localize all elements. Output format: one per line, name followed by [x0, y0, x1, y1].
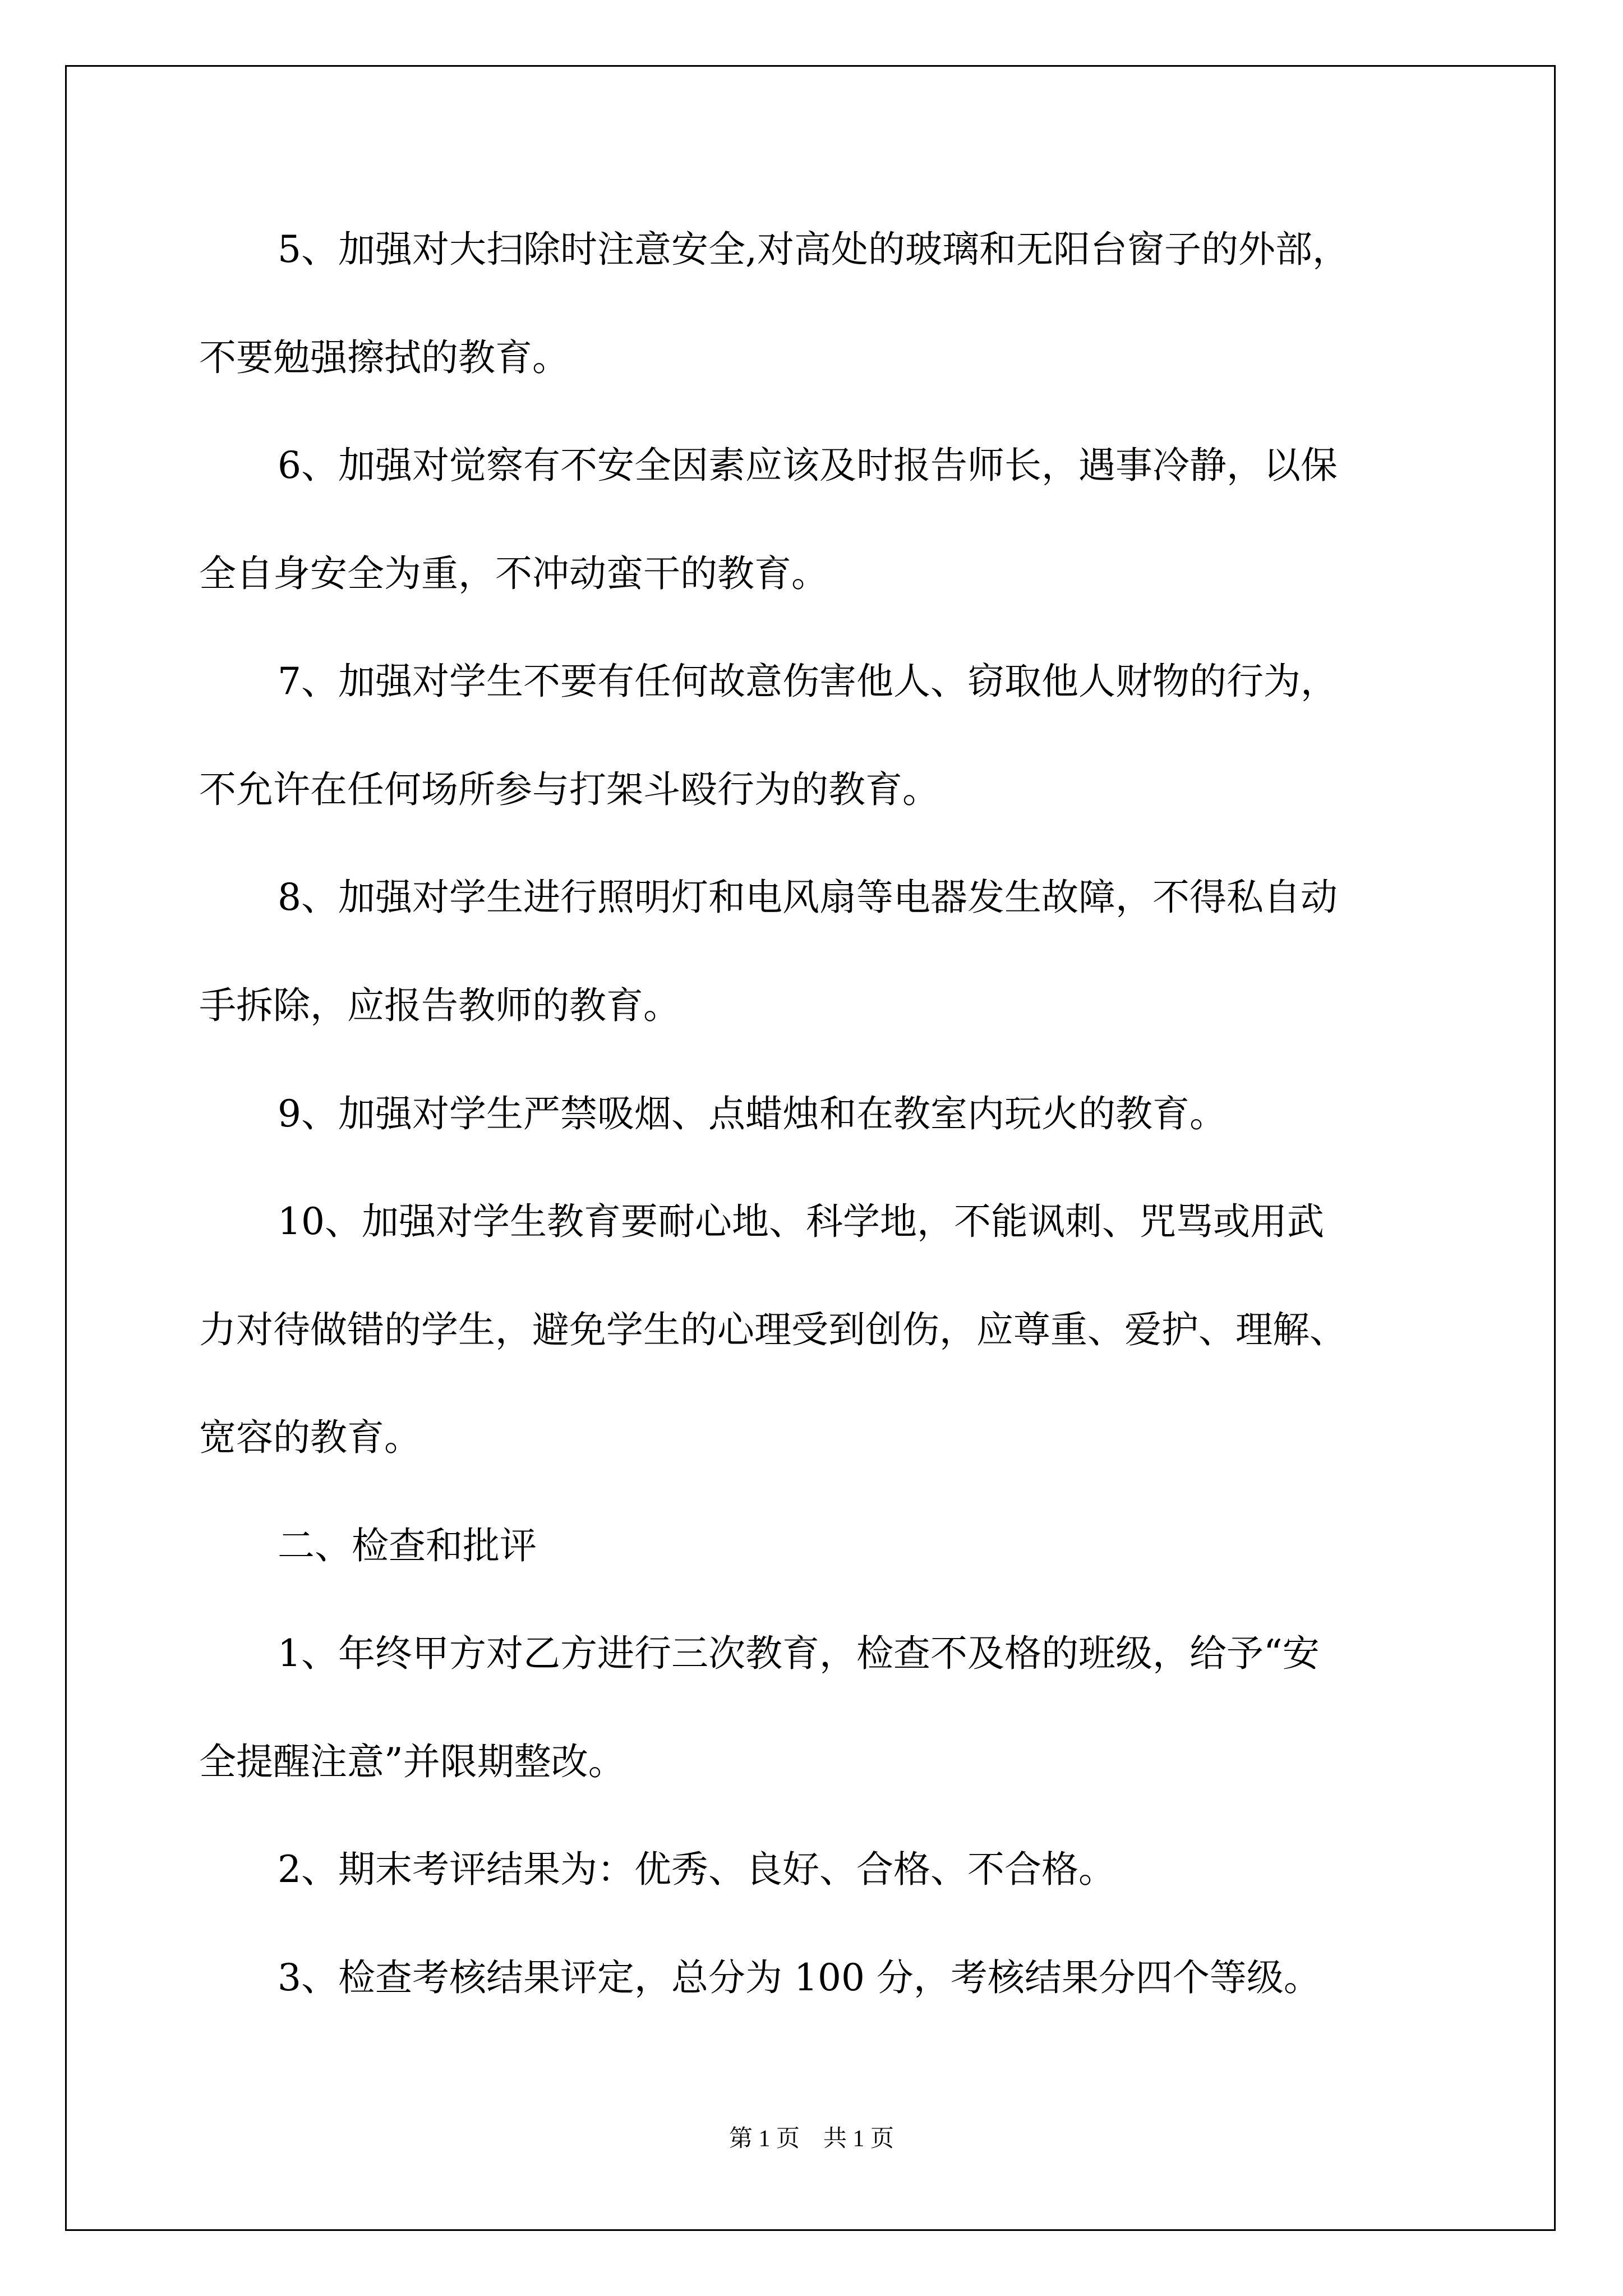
page-border — [65, 65, 1556, 2231]
text-line: 2、期末考评结果为：优秀、良好、合格、不合格。 — [278, 1848, 1115, 1891]
text-line: 不允许在任何场所参与打架斗殴行为的教育。 — [199, 768, 939, 811]
text-line: 宽容的教育。 — [199, 1416, 421, 1459]
text-line: 手拆除，应报告教师的教育。 — [199, 984, 680, 1027]
text-line: 5、加强对大扫除时注意安全,对高处的玻璃和无阳台窗子的外部， — [278, 228, 1349, 271]
text-line: 8、加强对学生进行照明灯和电风扇等电器发生故障，不得私自动 — [278, 876, 1338, 919]
text-line: 7、加强对学生不要有任何故意伤害他人、窃取他人财物的行为， — [278, 660, 1338, 703]
text-line: 10、加强对学生教育要耐心地、科学地，不能讽刺、咒骂或用武 — [278, 1200, 1324, 1243]
text-line: 全提醒注意”并限期整改。 — [199, 1740, 625, 1783]
page-number: 第 1 页 共 1 页 — [728, 2126, 894, 2152]
text-line: 3、检查考核结果评定，总分为 100 分，考核结果分四个等级。 — [278, 1956, 1321, 1999]
text-line: 全自身安全为重，不冲动蛮干的教育。 — [199, 552, 828, 595]
text-line: 6、加强对觉察有不安全因素应该及时报告师长，遇事冷静，以保 — [278, 444, 1338, 487]
section-heading: 二、检查和批评 — [278, 1524, 537, 1567]
text-line: 不要勉强擦拭的教育。 — [199, 336, 569, 379]
text-line: 9、加强对学生严禁吸烟、点蜡烛和在教室内玩火的教育。 — [278, 1092, 1227, 1135]
text-line: 1、年终甲方对乙方进行三次教育，检查不及格的班级，给予“安 — [278, 1632, 1320, 1675]
text-line: 力对待做错的学生，避免学生的心理受到创伤，应尊重、爱护、理解、 — [199, 1308, 1347, 1351]
